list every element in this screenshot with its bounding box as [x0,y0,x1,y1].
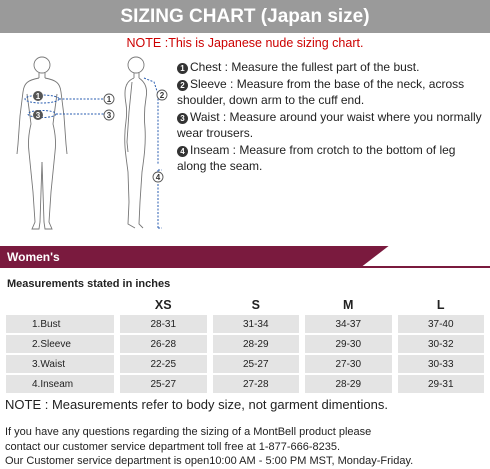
waist-marker-right: 3 [106,111,112,120]
table-cell: 31-34 [213,315,300,333]
contact-line-3: Our Customer service department is open10:00 AM - 5:00 PM MST, Monday-Friday. [5,455,414,468]
table-row [6,375,484,393]
size-table-header [6,297,484,313]
table-cell: 25-27 [120,375,207,393]
column-xs: XS [154,298,172,312]
inseam-marker: 4 [155,173,161,182]
body-size-note: NOTE : Measurements refer to body size, not garment dimentions. [5,397,388,412]
contact-info [5,425,413,469]
table-cell: 29-31 [398,375,485,393]
table-cell: 22-25 [120,355,207,373]
table-cell: 28-29 [213,335,300,353]
instruction-inseam-text: Inseam : Measure from crotch to the bottom of leg along the seam. [177,142,456,174]
measurements-heading: Measurements stated in inches [7,278,171,290]
contact-line-2: contact our customer service department toll free at 1-877-666-8235. [5,440,341,453]
table-row [6,355,484,373]
column-l: L [436,298,445,312]
table-cell: 25-27 [213,355,300,373]
body-measurement-illustration [12,52,174,238]
table-row [6,315,484,333]
chest-marker: 1 [35,92,41,101]
instruction-chest [177,59,482,75]
instruction-chest-text: Chest : Measure the fullest part of the bust. [190,60,420,74]
size-table [0,295,490,395]
table-cell: 30-33 [398,355,485,373]
table-cell: 28-29 [305,375,392,393]
column-m: M [343,298,354,312]
row-label: 2.Sleeve [6,335,114,353]
womens-section-header [0,246,490,268]
instruction-sleeve-text: Sleeve : Measure from the base of the neck, across shoulder, down arm to the cuff end. [177,76,465,108]
section-title: Women's [7,250,60,264]
nude-sizing-note: NOTE :This is Japanese nude sizing chart. [126,36,364,50]
chest-marker-right: 1 [106,95,112,104]
table-cell: 26-28 [120,335,207,353]
row-label: 3.Waist [6,355,114,373]
instruction-waist [177,109,482,142]
measurement-figure [12,52,174,238]
page-banner-title: SIZING CHART (Japan size) [0,0,490,33]
instruction-waist-text: Waist : Measure around your waist where you normally wear trousers. [177,109,482,141]
table-cell: 30-32 [398,335,485,353]
table-cell: 28-31 [120,315,207,333]
number-1-icon: 1 [177,63,188,74]
row-label: 4.Inseam [6,375,114,393]
table-cell: 34-37 [305,315,392,333]
table-cell: 27-28 [213,375,300,393]
waist-marker: 3 [35,111,41,120]
number-3-icon: 3 [177,113,188,124]
sleeve-marker: 2 [159,91,165,100]
row-label: 1.Bust [6,315,114,333]
table-cell: 29-30 [305,335,392,353]
table-cell: 27-30 [305,355,392,373]
table-row [6,335,484,353]
column-s: S [251,298,260,312]
number-2-icon: 2 [177,80,188,91]
measurement-instructions [177,59,482,175]
section-underline [0,266,490,268]
contact-line-1: If you have any questions regarding the sizing of a MontBell product please [5,426,372,438]
number-4-icon: 4 [177,146,188,157]
instruction-sleeve [177,76,482,109]
instruction-inseam [177,142,482,175]
header-spacer [6,297,114,313]
table-cell: 37-40 [398,315,485,333]
